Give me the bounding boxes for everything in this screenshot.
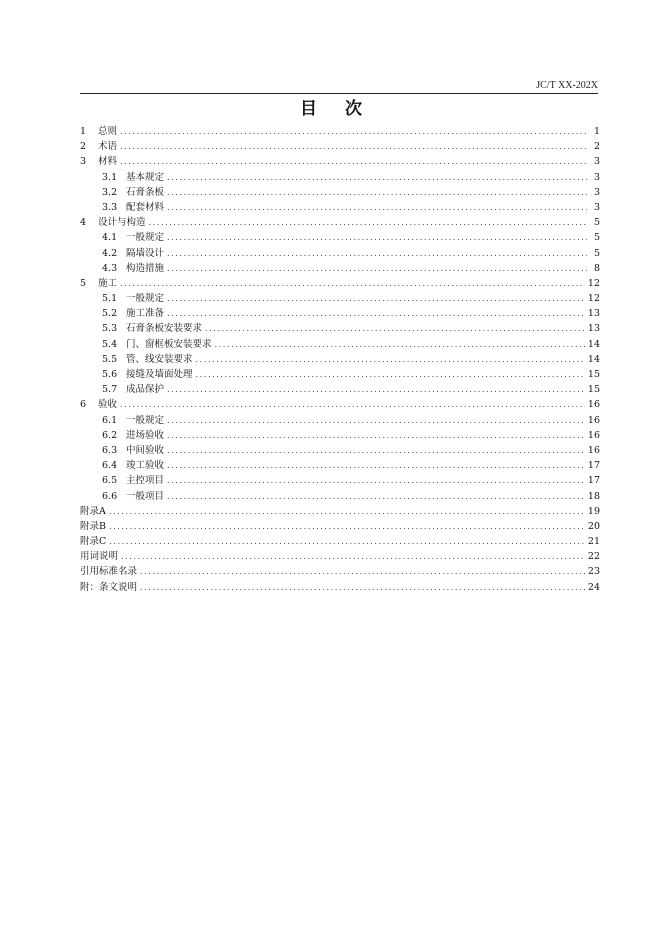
toc-leader-dots — [167, 306, 585, 321]
toc-entry-page: 12 — [587, 293, 600, 305]
toc-leader-dots — [167, 382, 585, 397]
toc-entry-label: 配套材料 — [126, 201, 165, 213]
toc-leader-dots — [109, 519, 585, 534]
toc-entry-label: 施工 — [98, 277, 118, 289]
toc-entry[interactable] — [80, 489, 600, 504]
toc-entry[interactable] — [80, 230, 600, 245]
toc-leader-dots — [149, 215, 587, 230]
toc-entry-label: 验收 — [98, 399, 118, 411]
toc-entry-number: 4.3 — [102, 262, 118, 274]
toc-leader-dots — [120, 276, 585, 291]
toc-entry-page: 20 — [587, 520, 600, 532]
toc-entry-label: 成品保护 — [126, 384, 165, 396]
toc-entry[interactable] — [80, 382, 600, 397]
toc-entry-page: 3 — [593, 186, 600, 198]
toc-entry-label: 接缝及墙面处理 — [126, 369, 193, 380]
toc-entry-page: 14 — [587, 353, 600, 365]
toc-entry-page: 13 — [587, 323, 600, 335]
toc-entry-number: 5.3 — [102, 323, 118, 335]
toc-entry[interactable] — [80, 367, 600, 382]
toc-entry-label: 一般规定 — [126, 232, 165, 244]
toc-entry[interactable] — [80, 291, 600, 306]
toc-entry-page: 17 — [587, 475, 600, 487]
toc-entry-label: 进场验收 — [126, 429, 165, 441]
toc-entry-label: 设计与构造 — [98, 217, 146, 229]
toc-entry[interactable] — [80, 321, 600, 336]
toc-leader-dots — [167, 185, 587, 200]
toc-entry-label: 总则 — [98, 126, 118, 137]
toc-entry[interactable] — [80, 215, 600, 230]
toc-leader-dots — [120, 154, 587, 169]
toc-leader-dots — [120, 124, 587, 139]
toc-entry[interactable] — [80, 458, 600, 473]
toc-entry[interactable] — [80, 170, 600, 185]
toc-entry-number: 6.3 — [102, 444, 118, 456]
page-title — [0, 94, 662, 119]
toc-entry-page: 2 — [593, 141, 600, 153]
toc-entry-page: 3 — [593, 201, 600, 213]
toc-entry-label: 隔墙设计 — [126, 247, 165, 259]
toc-leader-dots — [120, 139, 587, 154]
toc-entry-label: 构造措施 — [126, 262, 165, 274]
toc-entry-page: 15 — [587, 384, 600, 396]
toc-leader-dots — [167, 443, 585, 458]
toc-leader-dots — [215, 337, 585, 352]
toc-entry[interactable] — [80, 246, 600, 261]
toc-entry-page: 1 — [593, 126, 600, 137]
toc-entry[interactable] — [80, 519, 600, 534]
toc-entry[interactable] — [80, 276, 600, 291]
toc-entry-label: 主控项目 — [126, 475, 165, 487]
toc-entry-label: 石膏条板安装要求 — [126, 323, 203, 335]
toc-leader-dots — [167, 413, 585, 428]
toc-entry-label: 中间验收 — [126, 444, 165, 456]
toc-entry-page: 16 — [587, 444, 600, 456]
toc-leader-dots — [196, 352, 585, 367]
toc-entry[interactable] — [80, 580, 600, 595]
toc-leader-dots — [167, 261, 587, 276]
toc-entry-label: 一般项目 — [126, 490, 165, 502]
toc-leader-dots — [140, 580, 585, 595]
toc-entry-number: 3 — [80, 156, 87, 168]
toc-entry[interactable] — [80, 352, 600, 367]
toc-entry-number: 5.6 — [102, 369, 118, 380]
toc-entry-page: 5 — [593, 247, 600, 259]
toc-entry-label: 一般规定 — [126, 414, 165, 426]
toc-entry-page: 22 — [587, 551, 600, 563]
toc-entry-label: 附录B — [80, 520, 106, 532]
toc-entry[interactable] — [80, 428, 600, 443]
toc-leader-dots — [167, 458, 585, 473]
toc-entry-number: 5.2 — [102, 308, 118, 320]
toc-entry-number: 3.3 — [102, 201, 118, 213]
toc-entry-page: 24 — [587, 581, 600, 593]
toc-entry-number: 3.2 — [102, 186, 118, 198]
toc-entry-page: 23 — [587, 566, 600, 578]
toc-entry-page: 21 — [587, 536, 600, 548]
toc-entry-number: 2 — [80, 141, 87, 153]
toc-entry-number: 6.1 — [102, 414, 118, 426]
toc-entry[interactable] — [80, 549, 600, 564]
toc-entry[interactable] — [80, 473, 600, 488]
toc-leader-dots — [167, 489, 585, 504]
toc-entry-number: 6.4 — [102, 460, 118, 472]
toc-entry-number: 1 — [80, 126, 87, 137]
toc-entry-number: 5.5 — [102, 353, 118, 365]
toc-leader-dots — [120, 397, 585, 412]
toc-leader-dots — [167, 170, 587, 185]
toc-entry-number: 3.1 — [102, 171, 118, 183]
toc-entry-number: 6.6 — [102, 490, 118, 502]
toc-entry-number: 5 — [80, 277, 87, 289]
toc-entry[interactable] — [80, 261, 600, 276]
toc-entry-page: 3 — [593, 171, 600, 183]
toc-entry-page: 12 — [587, 277, 600, 289]
toc-leader-dots — [167, 473, 585, 488]
toc-entry-label: 附：条文说明 — [80, 581, 138, 593]
toc-entry-label: 施工准备 — [126, 308, 165, 320]
toc-entry-label: 竣工验收 — [126, 460, 165, 472]
title-char-2: 次 — [345, 99, 362, 119]
toc-leader-dots — [109, 504, 585, 519]
toc-entry-number: 5.1 — [102, 293, 118, 305]
toc-leader-dots — [205, 321, 585, 336]
toc-entry-page: 5 — [593, 217, 600, 229]
toc-entry[interactable] — [80, 534, 600, 549]
toc-entry[interactable] — [80, 200, 600, 215]
toc-entry-page: 19 — [587, 505, 600, 517]
toc-entry-page: 16 — [587, 429, 600, 441]
toc-entry[interactable] — [80, 397, 600, 412]
toc-entry-number: 5.7 — [102, 384, 118, 396]
toc-entry-page: 5 — [593, 232, 600, 244]
title-char-1: 目 — [300, 99, 317, 119]
toc-entry-number: 5.4 — [102, 338, 118, 350]
toc-entry-page: 15 — [587, 369, 600, 380]
toc-entry[interactable] — [80, 124, 600, 139]
toc-entry[interactable] — [80, 306, 600, 321]
toc-entry-page: 17 — [587, 460, 600, 472]
toc-entry[interactable] — [80, 154, 600, 169]
toc-leader-dots — [167, 428, 585, 443]
document-code: JC/T XX-202X — [536, 80, 598, 91]
toc-entry-page: 16 — [587, 414, 600, 426]
toc-entry-label: 一般规定 — [126, 293, 165, 305]
toc-leader-dots — [167, 200, 587, 215]
toc-entry-page: 13 — [587, 308, 600, 320]
toc-entry-label: 附录A — [80, 505, 106, 517]
toc-entry-label: 石膏条板 — [126, 186, 165, 198]
toc-entry-label: 附录C — [80, 536, 107, 548]
toc-entry-page: 18 — [587, 490, 600, 502]
toc-entry-number: 4 — [80, 217, 87, 229]
toc-entry-label: 基本规定 — [126, 171, 165, 183]
toc-entry[interactable] — [80, 139, 600, 154]
toc-entry-label: 材料 — [98, 156, 118, 168]
toc-entry[interactable] — [80, 504, 600, 519]
table-of-contents — [80, 124, 600, 595]
toc-entry-page: 3 — [593, 156, 600, 168]
toc-leader-dots — [196, 367, 585, 382]
toc-entry-label: 术语 — [98, 141, 118, 153]
toc-entry[interactable] — [80, 413, 600, 428]
toc-entry-number: 6.2 — [102, 429, 118, 441]
toc-entry-label: 引用标准名录 — [80, 566, 138, 578]
toc-entry-page: 16 — [587, 399, 600, 411]
toc-entry-page: 8 — [593, 262, 600, 274]
toc-entry-number: 6 — [80, 399, 87, 411]
toc-leader-dots — [121, 549, 585, 564]
toc-entry[interactable] — [80, 337, 600, 352]
toc-entry-number: 4.2 — [102, 247, 118, 259]
toc-entry-page: 14 — [587, 338, 600, 350]
toc-entry-label: 管、线安装要求 — [126, 353, 193, 365]
toc-entry[interactable] — [80, 185, 600, 200]
toc-leader-dots — [167, 246, 587, 261]
toc-entry[interactable] — [80, 564, 600, 579]
toc-entry-label: 用词说明 — [80, 551, 119, 563]
toc-entry-number: 4.1 — [102, 232, 118, 244]
toc-leader-dots — [167, 230, 587, 245]
toc-entry-label: 门、窗框板安装要求 — [126, 338, 212, 350]
toc-leader-dots — [167, 291, 585, 306]
toc-entry[interactable] — [80, 443, 600, 458]
toc-leader-dots — [140, 564, 585, 579]
toc-leader-dots — [109, 534, 585, 549]
toc-entry-number: 6.5 — [102, 475, 118, 487]
